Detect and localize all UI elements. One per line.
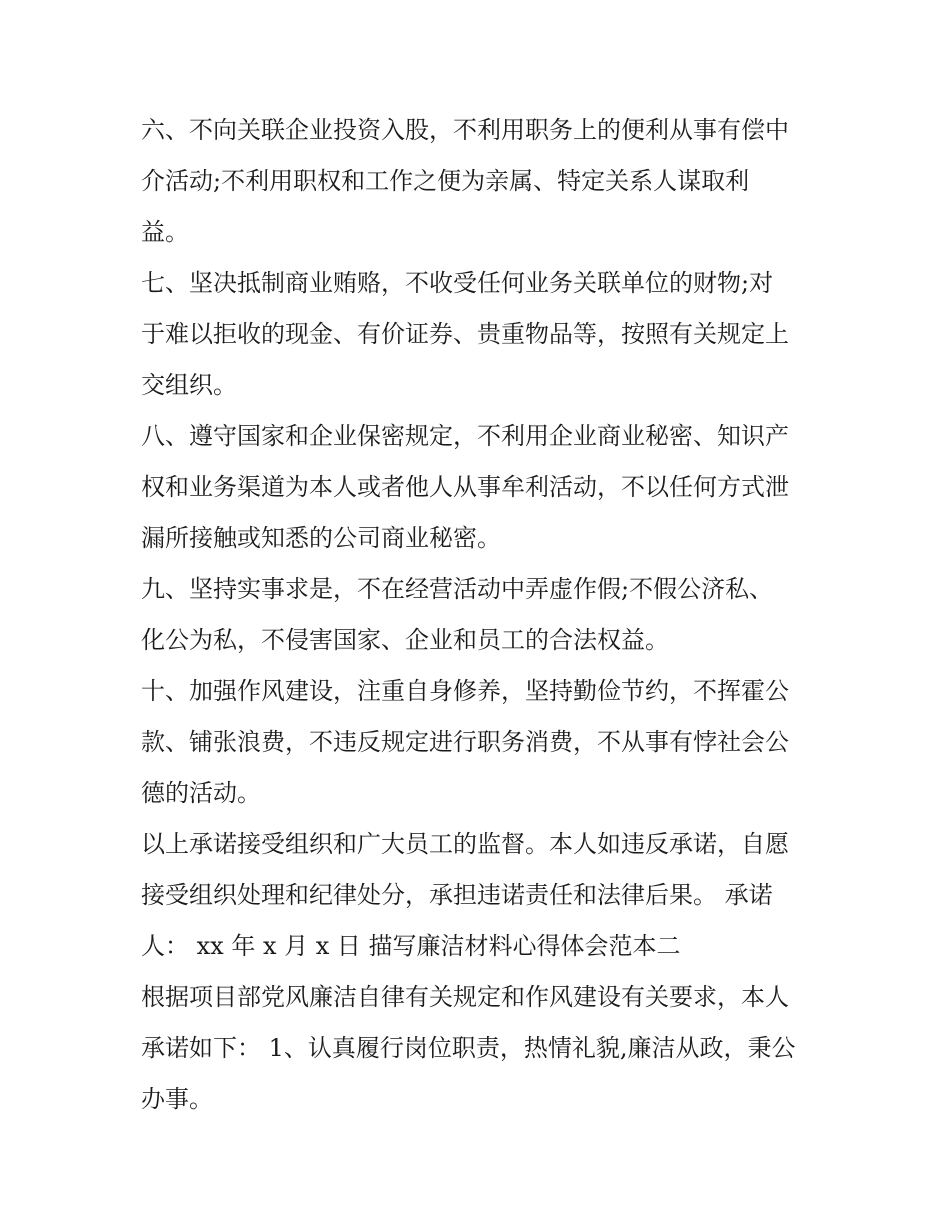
text-line: 根据项目部党风廉洁自律有关规定和作风建设有关要求，本人 bbox=[141, 983, 789, 1011]
text-line: 接受组织处理和纪律处分，承担违诺责任和法律后果。 承诺 bbox=[141, 881, 773, 909]
text-line: 权和业务渠道为本人或者他人从事牟利活动，不以任何方式泄 bbox=[141, 473, 789, 501]
text-line: 交组织。 bbox=[141, 371, 237, 399]
text-line: 八、遵守国家和企业保密规定，不利用企业商业秘密、知识产 bbox=[141, 422, 789, 450]
text-line: 办事。 bbox=[141, 1085, 213, 1113]
text-line: 十、加强作风建设，注重自身修养，坚持勤俭节约，不挥霍公 bbox=[141, 677, 789, 705]
text-line: 人： xx 年 x 月 x 日 描写廉洁材料心得体会范本二 bbox=[141, 932, 681, 960]
text-line: 于难以拒收的现金、有价证券、贵重物品等，按照有关规定上 bbox=[141, 320, 789, 348]
text-line: 德的活动。 bbox=[141, 779, 261, 807]
text-line: 七、坚决抵制商业贿赂，不收受任何业务关联单位的财物;对 bbox=[141, 269, 774, 297]
text-line: 款、铺张浪费，不违反规定进行职务消费，不从事有悖社会公 bbox=[141, 728, 789, 756]
text-line: 化公为私，不侵害国家、企业和员工的合法权益。 bbox=[141, 626, 669, 654]
text-line: 以上承诺接受组织和广大员工的监督。本人如违反承诺，自愿 bbox=[141, 830, 789, 858]
text-line: 益。 bbox=[141, 218, 189, 246]
text-line: 九、坚持实事求是，不在经营活动中弄虚作假;不假公济私、 bbox=[141, 575, 774, 603]
text-line: 六、不向关联企业投资入股，不利用职务上的便利从事有偿中 bbox=[141, 116, 789, 144]
text-line: 漏所接触或知悉的公司商业秘密。 bbox=[141, 524, 501, 552]
text-line: 承诺如下： 1、认真履行岗位职责，热情礼貌,廉洁从政，秉公 bbox=[141, 1034, 796, 1062]
text-line: 介活动;不利用职权和工作之便为亲属、特定关系人谋取利 bbox=[141, 167, 750, 195]
